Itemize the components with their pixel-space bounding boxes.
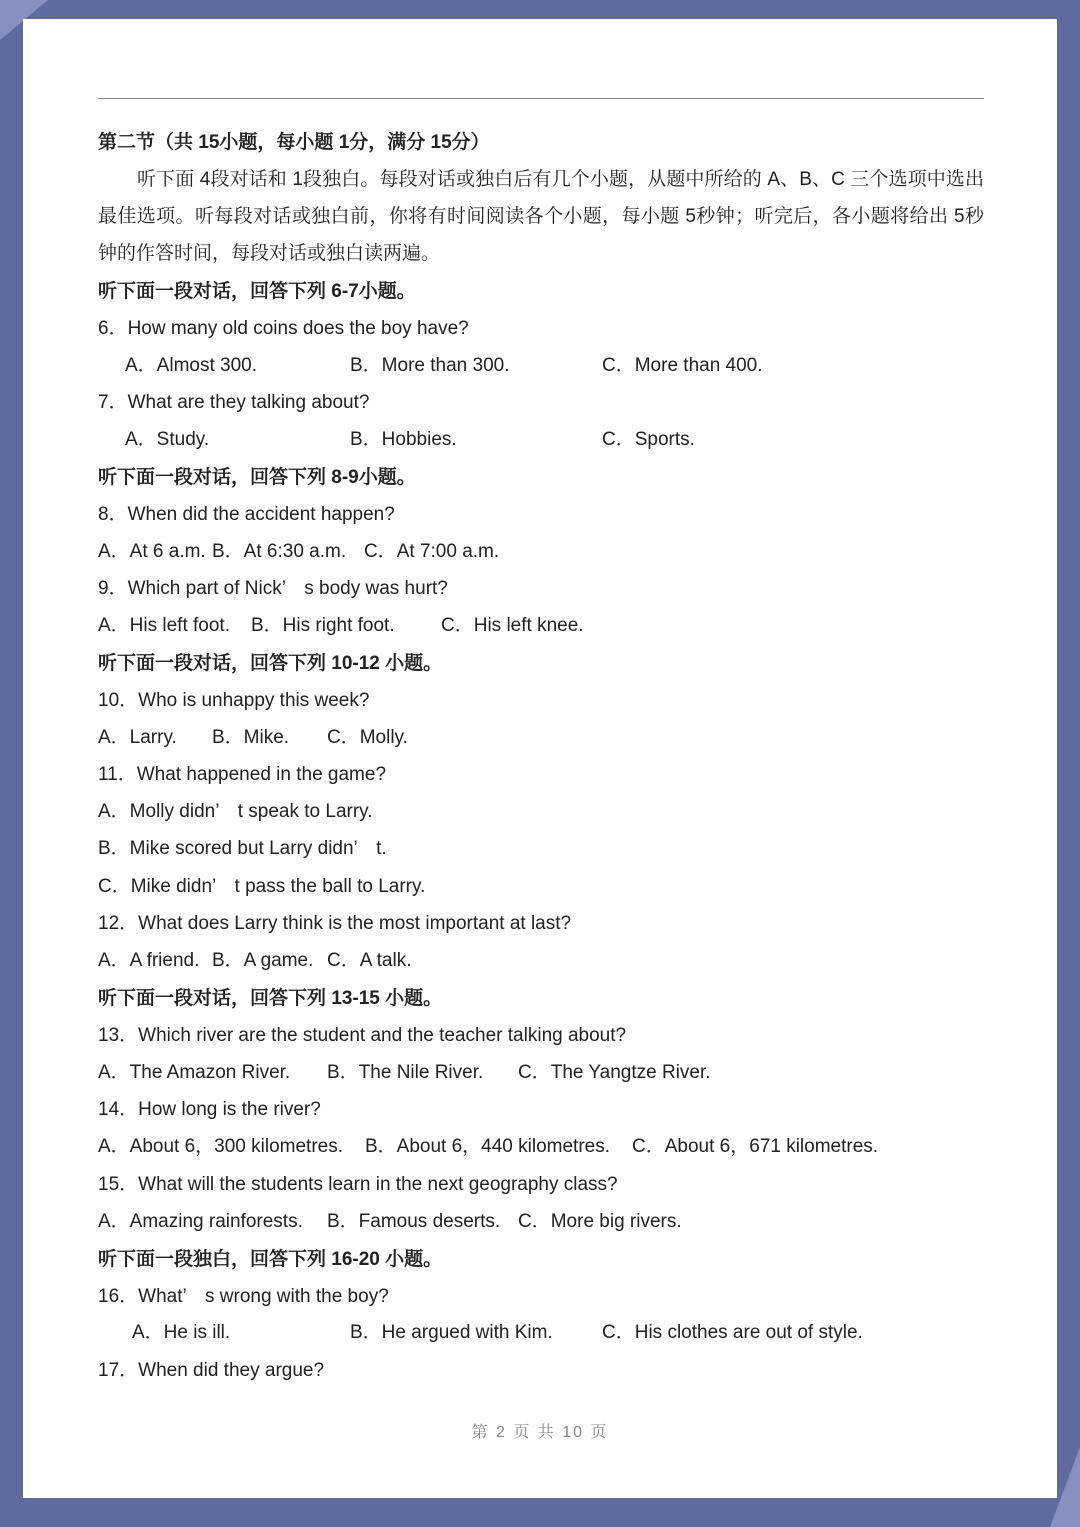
group-heading: 听下面一段独白，回答下列 16-20 小题。 — [98, 1249, 443, 1270]
option-b: B．A game. — [212, 950, 314, 971]
option-a: A．Almost 300. — [125, 355, 257, 376]
option-c: C．More than 400. — [602, 355, 763, 376]
option-b: B．At 6:30 a.m. — [212, 541, 347, 562]
option-b: B．About 6，440 kilometres. — [365, 1136, 611, 1157]
page-number: 第 2 页 共 10 页 — [471, 1424, 609, 1441]
group-heading: 听下面一段对话，回答下列 8-9小题。 — [98, 467, 416, 488]
instructions: 听下面 4段对话和 1段独白。每段对话或独白后有几个小题，从题中所给的 A、B、C 三个选项中选出最佳选项。听每段对话或独白前，你将有时间阅读各个小题，每小题 5秒钟；听完后，各小题将给出 5秒钟的作答时间，每段对话或独白读两遍。 — [98, 169, 984, 265]
option-a: A．He is ill. — [132, 1322, 231, 1343]
question-17: 17．When did they argue? — [98, 1360, 325, 1381]
option-a: A．Amazing rainforests. — [98, 1211, 303, 1232]
question-8: 8．When did the accident happen? — [98, 504, 395, 525]
question-7: 7．What are they talking about? — [98, 392, 370, 413]
question-14: 14．How long is the river? — [98, 1099, 321, 1120]
option-a: A．The Amazon River. — [98, 1062, 291, 1083]
option-c: C．The Yangtze River. — [518, 1062, 711, 1083]
option-a: A．About 6，300 kilometres. — [98, 1136, 344, 1157]
option-a: A．A friend. — [98, 950, 200, 971]
option-b: B．Hobbies. — [350, 429, 457, 450]
option-b: B．His right foot. — [251, 615, 395, 636]
option-b: B．Mike scored but Larry didn’ t. — [98, 838, 387, 859]
group-heading: 听下面一段对话，回答下列 13-15 小题。 — [98, 988, 443, 1009]
option-a: A．Molly didn’ t speak to Larry. — [98, 801, 373, 822]
question-15: 15．What will the students learn in the next geography class? — [98, 1174, 618, 1195]
question-13: 13．Which river are the student and the teacher talking about? — [98, 1025, 627, 1046]
option-c: C．At 7:00 a.m. — [364, 541, 500, 562]
option-c: C．A talk. — [327, 950, 412, 971]
question-16: 16．What’ s wrong with the boy? — [98, 1286, 389, 1307]
option-c: C．His left knee. — [441, 615, 584, 636]
option-c: C．Sports. — [602, 429, 695, 450]
option-c: C．About 6，671 kilometres. — [632, 1136, 879, 1157]
question-9: 9．Which part of Nick’ s body was hurt? — [98, 578, 448, 599]
question-11: 11．What happened in the game? — [98, 764, 387, 785]
option-a: A．At 6 a.m. — [98, 541, 206, 562]
option-a: A．Larry. — [98, 727, 177, 748]
question-12: 12．What does Larry think is the most important at last? — [98, 913, 572, 934]
option-b: B．Famous deserts. — [327, 1211, 501, 1232]
option-b: B．More than 300. — [350, 355, 510, 376]
question-10: 10．Who is unhappy this week? — [98, 690, 370, 711]
option-b: B．Mike. — [212, 727, 290, 748]
option-a: A．His left foot. — [98, 615, 230, 636]
question-6: 6．How many old coins does the boy have? — [98, 318, 469, 339]
option-b: B．The Nile River. — [327, 1062, 484, 1083]
option-b: B．He argued with Kim. — [350, 1322, 553, 1343]
document-page — [23, 19, 1057, 1498]
option-a: A．Study. — [125, 429, 210, 450]
option-c: C．Mike didn’ t pass the ball to Larry. — [98, 876, 426, 897]
header-rule — [98, 98, 984, 99]
option-c: C．More big rivers. — [518, 1211, 682, 1232]
option-c: C．Molly. — [327, 727, 408, 748]
group-heading: 听下面一段对话，回答下列 6-7小题。 — [98, 281, 416, 302]
option-c: C．His clothes are out of style. — [602, 1322, 863, 1343]
group-heading: 听下面一段对话，回答下列 10-12 小题。 — [98, 653, 443, 674]
section-title: 第二节（共 15小题，每小题 1分，满分 15分） — [98, 132, 490, 153]
